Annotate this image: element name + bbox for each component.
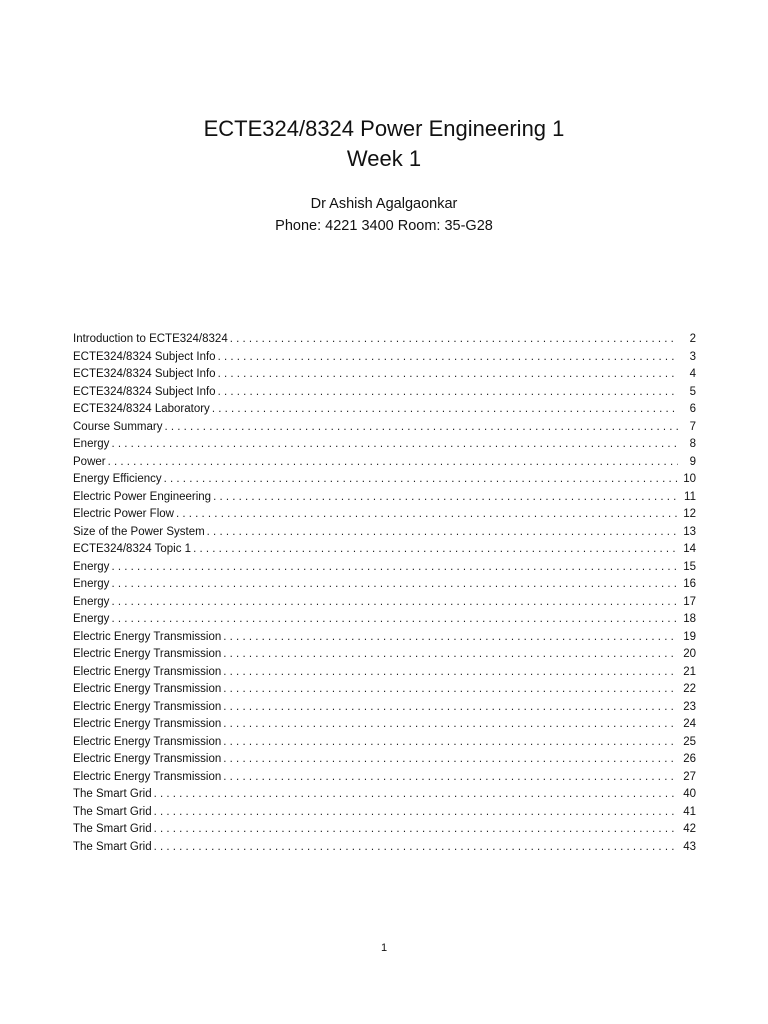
toc-dot-leader bbox=[223, 681, 678, 699]
toc-entry[interactable] bbox=[73, 541, 696, 559]
toc-entry-title: Energy bbox=[73, 560, 110, 573]
toc-entry-page: 22 bbox=[683, 683, 696, 695]
toc-dot-leader bbox=[111, 611, 678, 629]
toc-entry-title: Energy bbox=[73, 438, 110, 450]
toc-entry[interactable] bbox=[73, 751, 696, 769]
toc-dot-leader bbox=[213, 489, 678, 507]
toc-dot-leader bbox=[218, 349, 678, 367]
toc-entry[interactable] bbox=[73, 349, 696, 367]
toc-entry-title: Electric Energy Transmission bbox=[73, 753, 222, 765]
toc-dot-leader bbox=[111, 436, 678, 454]
toc-entry[interactable] bbox=[73, 471, 696, 489]
toc-entry-page: 3 bbox=[689, 350, 696, 363]
toc-entry[interactable] bbox=[73, 366, 696, 384]
toc-entry-page: 11 bbox=[684, 490, 696, 503]
toc-dot-leader bbox=[223, 716, 678, 734]
toc-entry-page: 17 bbox=[683, 595, 696, 608]
title-block bbox=[0, 114, 768, 174]
toc-entry-title: The Smart Grid bbox=[73, 823, 152, 835]
toc-entry[interactable] bbox=[73, 401, 696, 419]
toc-entry-title: Electric Energy Transmission bbox=[73, 630, 222, 643]
toc-dot-leader bbox=[193, 541, 678, 559]
toc-dot-leader bbox=[223, 629, 678, 647]
table-of-contents bbox=[73, 331, 696, 856]
toc-entry[interactable] bbox=[73, 419, 696, 437]
toc-entry[interactable] bbox=[73, 594, 696, 612]
toc-entry-page: 41 bbox=[683, 805, 696, 818]
toc-entry-page: 4 bbox=[689, 368, 696, 380]
document-subtitle: Week 1 bbox=[346, 146, 422, 171]
toc-entry-title: Course Summary bbox=[73, 420, 163, 433]
toc-entry-page: 9 bbox=[689, 455, 696, 468]
toc-dot-leader bbox=[223, 769, 678, 787]
author-name: Dr Ashish Agalgaonkar bbox=[310, 196, 458, 212]
toc-dot-leader bbox=[111, 594, 678, 612]
toc-entry-title: Electric Energy Transmission bbox=[73, 770, 222, 783]
toc-entry-title: Electric Energy Transmission bbox=[73, 665, 222, 678]
toc-entry[interactable] bbox=[73, 734, 696, 752]
toc-entry-page: 13 bbox=[683, 525, 696, 538]
toc-entry-title: Electric Energy Transmission bbox=[73, 735, 222, 748]
toc-entry-page: 25 bbox=[683, 735, 696, 748]
toc-entry-title: The Smart Grid bbox=[73, 840, 152, 853]
toc-entry-page: 15 bbox=[683, 560, 696, 573]
toc-entry-page: 24 bbox=[683, 718, 696, 730]
toc-entry[interactable] bbox=[73, 664, 696, 682]
toc-entry-page: 2 bbox=[689, 333, 696, 345]
toc-entry-title: Power bbox=[73, 455, 106, 468]
toc-entry-page: 19 bbox=[683, 630, 696, 643]
toc-entry[interactable] bbox=[73, 646, 696, 664]
toc-entry[interactable] bbox=[73, 786, 696, 804]
toc-dot-leader bbox=[164, 471, 678, 489]
toc-entry-title: Electric Energy Transmission bbox=[73, 718, 222, 730]
toc-dot-leader bbox=[154, 804, 678, 822]
toc-entry-title: ECTE324/8324 Subject Info bbox=[73, 385, 216, 398]
toc-entry-page: 18 bbox=[683, 613, 696, 625]
toc-dot-leader bbox=[223, 699, 678, 717]
toc-entry[interactable] bbox=[73, 839, 696, 857]
toc-entry-page: 42 bbox=[683, 823, 696, 835]
toc-entry-title: Energy bbox=[73, 578, 110, 590]
toc-entry-page: 6 bbox=[689, 403, 696, 415]
toc-dot-leader bbox=[223, 664, 678, 682]
toc-entry-page: 23 bbox=[683, 700, 696, 713]
toc-entry-title: Energy bbox=[73, 595, 110, 608]
toc-entry[interactable] bbox=[73, 559, 696, 577]
toc-entry-title: The Smart Grid bbox=[73, 805, 152, 818]
toc-entry-title: Energy bbox=[73, 613, 110, 625]
toc-entry-title: ECTE324/8324 Subject Info bbox=[73, 350, 216, 363]
toc-entry[interactable] bbox=[73, 611, 696, 629]
toc-entry-page: 5 bbox=[689, 385, 696, 398]
toc-entry-page: 40 bbox=[683, 788, 696, 800]
toc-entry-page: 14 bbox=[683, 543, 696, 555]
toc-dot-leader bbox=[218, 366, 678, 384]
toc-dot-leader bbox=[154, 821, 678, 839]
toc-entry-page: 26 bbox=[683, 753, 696, 765]
toc-dot-leader bbox=[223, 734, 678, 752]
toc-dot-leader bbox=[176, 506, 678, 524]
toc-entry[interactable] bbox=[73, 804, 696, 822]
toc-entry-page: 21 bbox=[683, 665, 696, 678]
toc-entry[interactable] bbox=[73, 629, 696, 647]
toc-entry[interactable] bbox=[73, 821, 696, 839]
toc-entry-title: ECTE324/8324 Laboratory bbox=[73, 403, 210, 415]
toc-entry-title: Energy Efficiency bbox=[73, 473, 162, 485]
toc-entry[interactable] bbox=[73, 331, 696, 349]
toc-dot-leader bbox=[154, 786, 678, 804]
toc-entry-title: ECTE324/8324 Subject Info bbox=[73, 368, 216, 380]
toc-dot-leader bbox=[218, 384, 678, 402]
toc-entry[interactable] bbox=[73, 681, 696, 699]
toc-dot-leader bbox=[223, 646, 678, 664]
toc-dot-leader bbox=[212, 401, 678, 419]
toc-entry-page: 7 bbox=[689, 420, 696, 433]
toc-entry[interactable] bbox=[73, 489, 696, 507]
toc-entry-page: 43 bbox=[683, 840, 696, 853]
toc-dot-leader bbox=[111, 559, 678, 577]
toc-entry[interactable] bbox=[73, 716, 696, 734]
toc-entry-title: ECTE324/8324 Topic 1 bbox=[73, 543, 192, 555]
toc-entry[interactable] bbox=[73, 769, 696, 787]
toc-entry-page: 20 bbox=[683, 648, 696, 660]
document-title: ECTE324/8324 Power Engineering 1 bbox=[203, 116, 565, 141]
toc-entry-title: The Smart Grid bbox=[73, 788, 152, 800]
toc-entry[interactable] bbox=[73, 454, 696, 472]
toc-entry-title: Electric Energy Transmission bbox=[73, 700, 222, 713]
toc-entry-page: 10 bbox=[683, 473, 696, 485]
toc-dot-leader bbox=[108, 454, 678, 472]
toc-entry[interactable] bbox=[73, 436, 696, 454]
toc-entry[interactable] bbox=[73, 699, 696, 717]
toc-entry-page: 27 bbox=[683, 770, 696, 783]
toc-entry-page: 12 bbox=[683, 508, 696, 520]
page-number: 1 bbox=[380, 942, 388, 954]
toc-dot-leader bbox=[111, 576, 678, 594]
toc-dot-leader bbox=[154, 839, 678, 857]
toc-entry-title: Electric Energy Transmission bbox=[73, 683, 222, 695]
toc-entry-title: Introduction to ECTE324/8324 bbox=[73, 333, 228, 345]
toc-dot-leader bbox=[207, 524, 678, 542]
toc-entry-title: Electric Energy Transmission bbox=[73, 648, 222, 660]
toc-entry-page: 16 bbox=[683, 578, 696, 590]
toc-entry-title: Electric Power Flow bbox=[73, 508, 174, 520]
toc-entry-title: Size of the Power System bbox=[73, 525, 205, 538]
toc-entry[interactable] bbox=[73, 524, 696, 542]
toc-entry[interactable] bbox=[73, 384, 696, 402]
toc-entry[interactable] bbox=[73, 506, 696, 524]
toc-entry[interactable] bbox=[73, 576, 696, 594]
toc-dot-leader bbox=[223, 751, 678, 769]
toc-dot-leader bbox=[164, 419, 678, 437]
toc-dot-leader bbox=[230, 331, 678, 349]
author-block bbox=[0, 193, 768, 237]
toc-entry-title: Electric Power Engineering bbox=[73, 490, 212, 503]
toc-entry-page: 8 bbox=[689, 438, 696, 450]
author-contact: Phone: 4221 3400 Room: 35-G28 bbox=[275, 218, 493, 234]
